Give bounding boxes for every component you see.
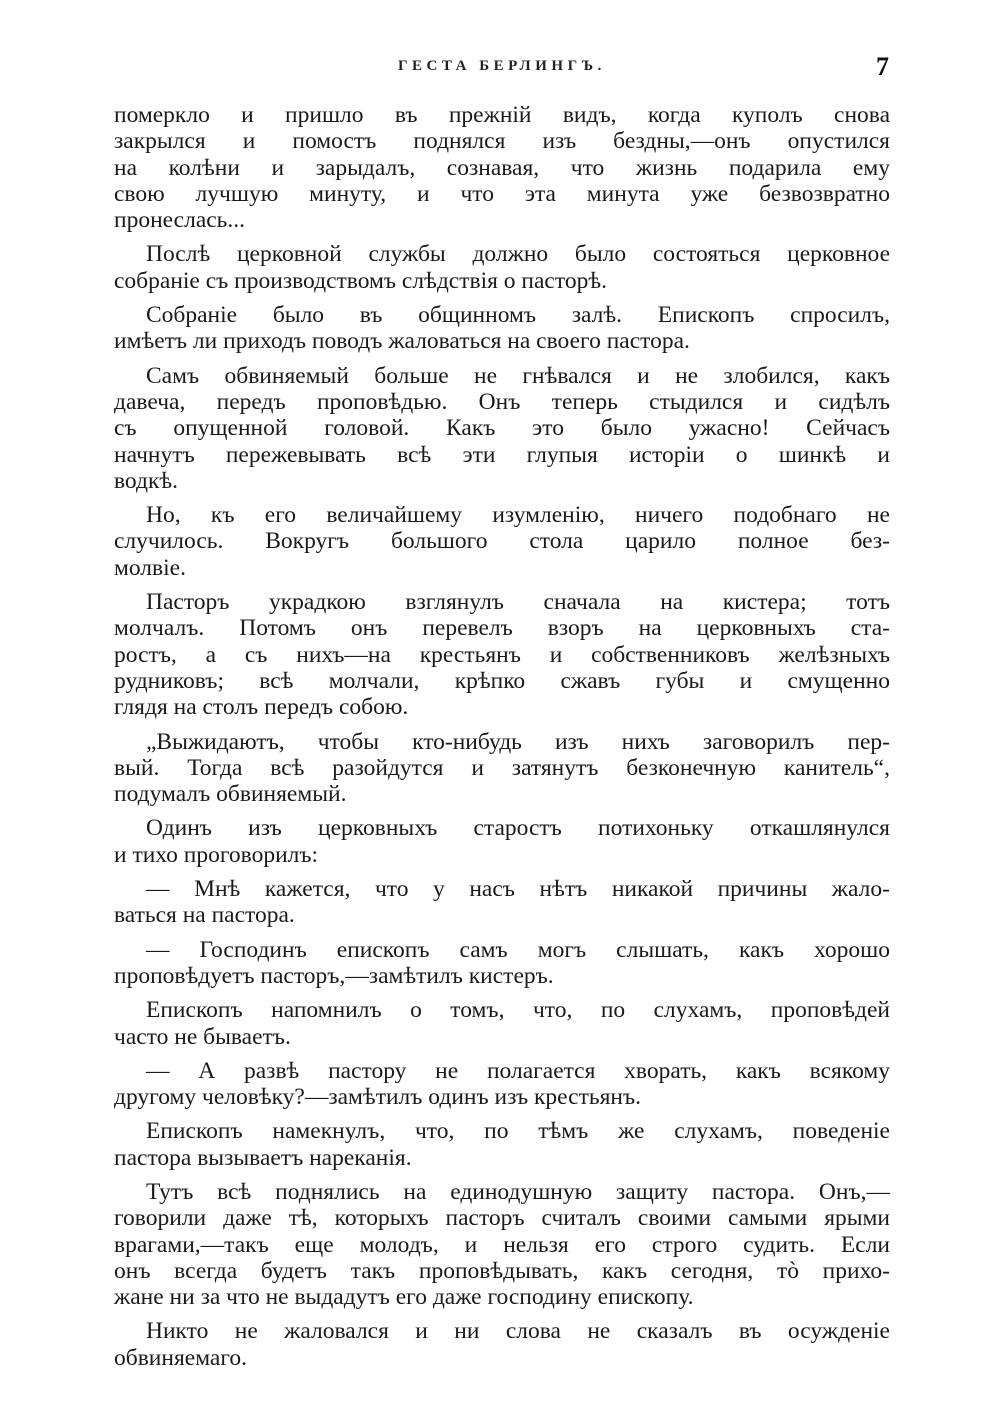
text-line: молчалъ. Потомъ онъ перевелъ взоръ на церковныхъ ста- bbox=[114, 615, 890, 642]
running-head bbox=[0, 52, 1000, 86]
text-line: Пасторъ украдкою взглянулъ сначала на кистера; тотъ bbox=[146, 589, 890, 616]
paragraph bbox=[114, 1318, 890, 1371]
text-line: жане ни за что не выдадутъ его даже господину епископу. bbox=[114, 1284, 694, 1311]
text-line: и тихо проговорилъ: bbox=[114, 841, 319, 868]
text-line: врагами,—такъ еще молодъ, и нельзя его строго судить. Если bbox=[114, 1231, 890, 1258]
paragraph bbox=[114, 302, 890, 355]
paragraph bbox=[114, 876, 890, 929]
running-title: ГЕСТА БЕРЛИНГЪ. bbox=[398, 58, 606, 74]
text-line: ваться на пастора. bbox=[114, 902, 295, 929]
text-line: свою лучшую минуту, и что эта минута уже безвозвратно bbox=[114, 180, 890, 207]
text-line: онъ всегда будетъ такъ проповѣдывать, какъ сегодня, тò прихо- bbox=[114, 1257, 890, 1284]
text-line: — А развѣ пастору не полагается хворать, какъ всякому bbox=[146, 1057, 890, 1084]
text-line: подумалъ обвиняемый. bbox=[114, 781, 347, 808]
paragraph bbox=[114, 589, 890, 720]
text-line: Самъ обвиняемый больше не гнѣвался и не злобился, какъ bbox=[146, 362, 890, 389]
text-line: — Мнѣ кажется, что у насъ нѣтъ никакой причины жало- bbox=[146, 876, 890, 903]
text-line: Послѣ церковной службы должно было состояться церковное bbox=[146, 241, 890, 268]
paragraph bbox=[114, 937, 890, 990]
text-line: говорили даже тѣ, которыхъ пасторъ считалъ своими самыми ярыми bbox=[114, 1205, 890, 1232]
text-line: Собраніе было въ общинномъ залѣ. Епископъ спросилъ, bbox=[146, 302, 890, 329]
text-line: рудниковъ; всѣ молчали, крѣпко сжавъ губы и смущенно bbox=[114, 667, 890, 694]
paragraph bbox=[114, 815, 890, 868]
text-line: проповѣдуетъ пасторъ,—замѣтилъ кистеръ. bbox=[114, 962, 554, 989]
text-line: давеча, передъ проповѣдью. Онъ теперь стыдился и сидѣлъ bbox=[114, 388, 890, 415]
text-line: Одинъ изъ церковныхъ старостъ потихоньку откашлянулся bbox=[146, 815, 890, 842]
paragraph bbox=[114, 502, 890, 581]
text-line: начнутъ пережевывать всѣ эти глупыя исторіи о шинкѣ и bbox=[114, 441, 890, 468]
text-line: другому человѣку?—замѣтилъ одинъ изъ крестьянъ. bbox=[114, 1084, 641, 1111]
paragraph bbox=[114, 1179, 890, 1310]
text-line: померкло и пришло въ прежній видъ, когда куполъ снова bbox=[114, 102, 890, 128]
body-text bbox=[114, 102, 890, 1379]
text-line: обвиняемаго. bbox=[114, 1344, 248, 1371]
paragraph bbox=[114, 363, 890, 494]
text-line: съ опущенной головой. Какъ это было ужасно! Сейчасъ bbox=[114, 415, 890, 442]
text-line: закрылся и помостъ поднялся изъ бездны,—онъ опустился bbox=[114, 128, 890, 155]
text-line: пронеслась... bbox=[114, 207, 246, 234]
text-line: на колѣни и зарыдалъ, сознавая, что жизнь подарила ему bbox=[114, 154, 890, 181]
paragraph bbox=[114, 1118, 890, 1171]
text-line: — Господинъ епископъ самъ могъ слышать, какъ хорошо bbox=[146, 936, 890, 963]
text-line: Тутъ всѣ поднялись на единодушную защиту пастора. Онъ,— bbox=[146, 1178, 890, 1205]
text-line: пастора вызываетъ нареканія. bbox=[114, 1144, 412, 1171]
text-line: случилось. Вокругъ большого стола царило полное без- bbox=[114, 528, 890, 555]
paragraph bbox=[114, 997, 890, 1050]
text-line: имѣетъ ли приходъ поводъ жаловаться на своего пастора. bbox=[114, 328, 690, 355]
paragraph bbox=[114, 241, 890, 294]
text-line: собраніе съ производствомъ слѣдствія о пасторѣ. bbox=[114, 267, 607, 294]
text-line: часто не бываетъ. bbox=[114, 1023, 291, 1050]
text-line: Никто не жаловался и ни слова не сказалъ въ осужденіе bbox=[146, 1318, 890, 1345]
text-line: вый. Тогда всѣ разойдутся и затянутъ безконечную канитель“, bbox=[114, 754, 890, 781]
text-line: „Выжидаютъ, чтобы кто-нибудь изъ нихъ заговорилъ пер- bbox=[146, 728, 890, 755]
text-line: ростъ, а съ нихъ—на крестьянъ и собственниковъ желѣзныхъ bbox=[114, 641, 890, 668]
text-line: Епископъ намекнулъ, что, по тѣмъ же слухамъ, поведеніе bbox=[146, 1118, 890, 1145]
text-line: Но, къ его величайшему изумленію, ничего подобнаго не bbox=[146, 502, 890, 529]
text-line: водкѣ. bbox=[114, 467, 179, 494]
text-line: молвіе. bbox=[114, 554, 186, 581]
paragraph bbox=[114, 729, 890, 808]
text-line: Епископъ напомнилъ о томъ, что, по слухамъ, проповѣдей bbox=[146, 997, 890, 1024]
paragraph bbox=[114, 102, 890, 233]
paragraph bbox=[114, 1058, 890, 1111]
text-line: глядя на столъ передъ собою. bbox=[114, 694, 409, 721]
page-number: 7 bbox=[876, 52, 889, 81]
